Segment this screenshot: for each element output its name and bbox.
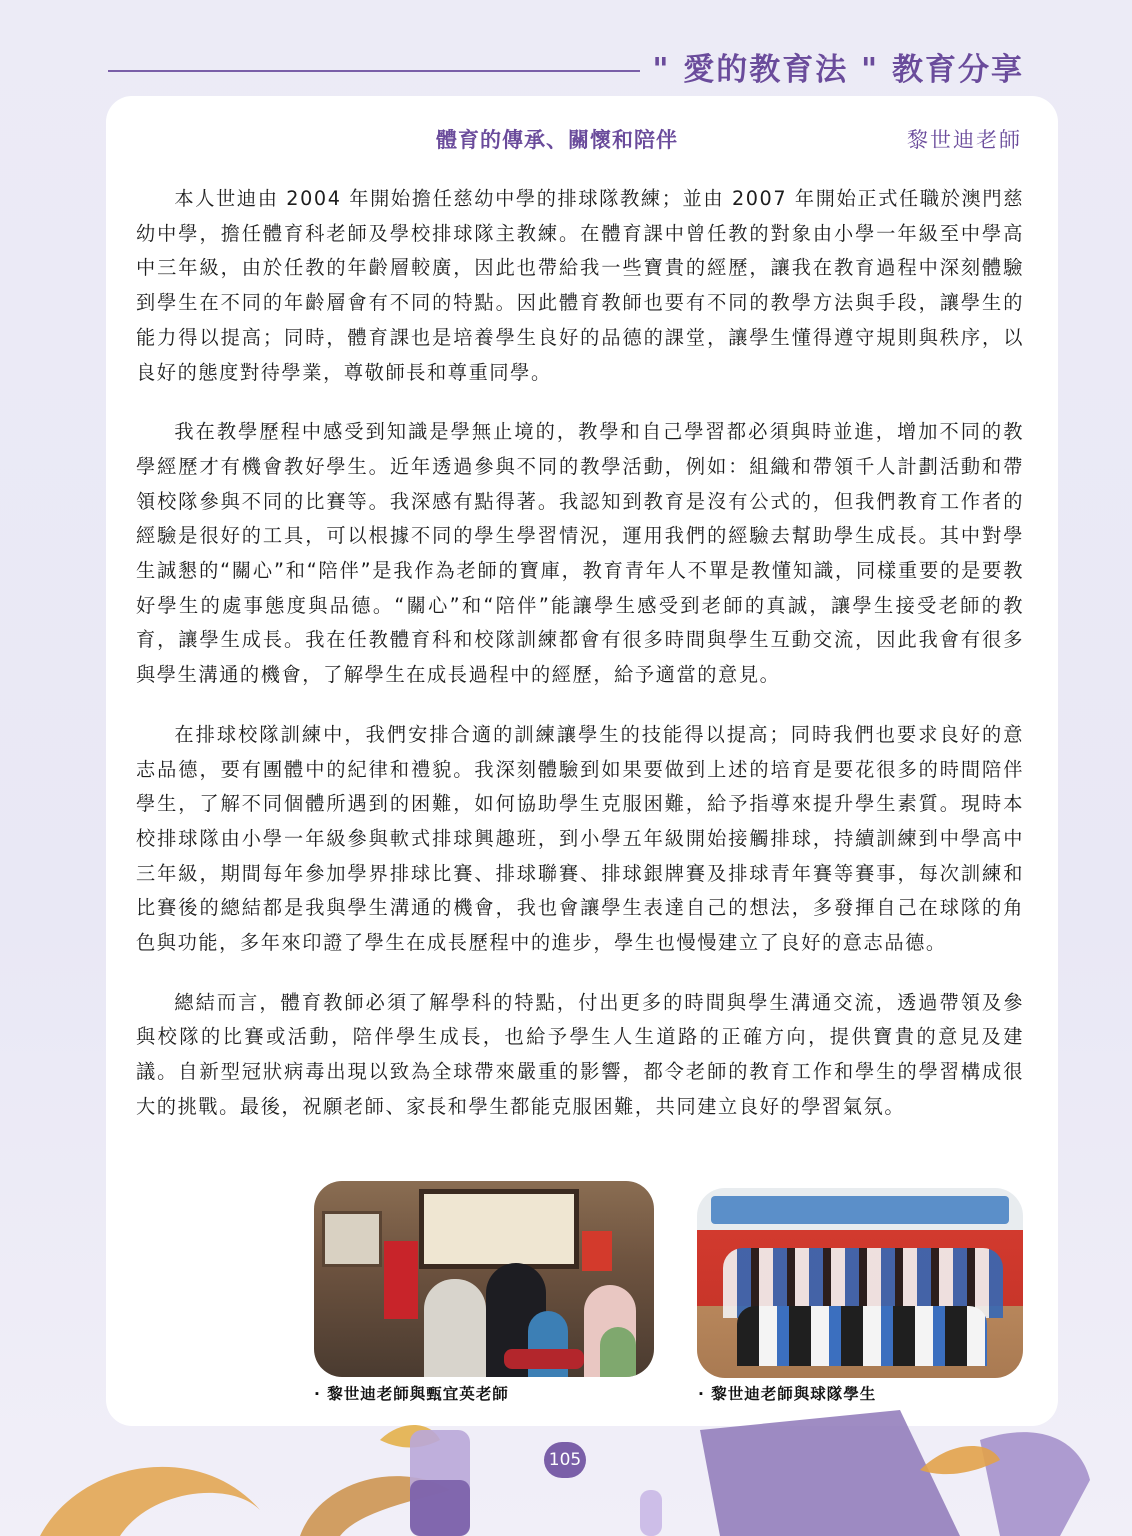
photo-caption: · 黎世迪老師與甄宜英老師 xyxy=(314,1385,509,1403)
paragraph: 在排球校隊訓練中，我們安排合適的訓練讓學生的技能得以提高；同時我們也要求良好的意志品德，要有團體中的紀律和禮貌。我深刻體驗到如果要做到上述的培育是要花很多的時間陪伴學生，了解不同個體所遇到的困難，如何協助學生克服困難，給予指導來提升學生素質。現時本校排球隊由小學一年級參與軟式排球興趣班，到小學五年級開始接觸排球，持續訓練到中學高中三年級，期間每年參加學界排球比賽、排球聯賽、排球銀牌賽及排球青年賽等賽事，每次訓練和比賽後的總結都是我與學生溝通的機會，我也會讓學生表達自己的想法，多發揮自己在球隊的角色與功能，多年來印證了學生在成長歷程中的進步，學生也慢慢建立了良好的意志品德。 xyxy=(136,722,1024,955)
person-elder xyxy=(424,1279,486,1377)
wall-calligraphy xyxy=(419,1189,579,1269)
paragraph: 總結而言，體育教師必須了解學科的特點，付出更多的時間與學生溝通交流，透過帶領及參與校隊的比賽或活動，陪伴學生成長，也給予學生人生道路的正確方向，提供寶貴的意見及建議。自新型冠狀病毒出現以致為全球帶來嚴重的影響，都令老師的教育工作和學生的學習構成很大的挑戰。最後，祝願老師、家長和學生都能克服困難，共同建立良好的學習氣氛。 xyxy=(136,990,1024,1118)
photo-caption: · 黎世迪老師與球隊學生 xyxy=(698,1385,877,1403)
person-toddler xyxy=(600,1327,636,1377)
photo-teachers xyxy=(314,1181,654,1377)
photo-volleyball-team xyxy=(697,1188,1023,1378)
test-tube-illustration xyxy=(640,1490,662,1536)
header-rule xyxy=(108,70,640,72)
wall-frame xyxy=(322,1211,382,1267)
leaf-illustration xyxy=(40,1467,260,1536)
ribbon-illustration xyxy=(980,1432,1090,1536)
wall-scroll xyxy=(384,1241,418,1319)
article-author: 黎世迪老師 xyxy=(907,128,1022,152)
paragraph: 我在教學歷程中感受到知識是學無止境的，教學和自己學習都必須與時並進，增加不同的教學經歷才有機會教好學生。近年透過參與不同的教學活動，例如：組織和帶領千人計劃活動和帶領校隊參與不同的比賽等。我深感有點得著。我認知到教育是沒有公式的，但我們教育工作者的經驗是很好的工具，可以根據不同的學生學習情況，運用我們的經驗去幫助學生成長。其中對學生誠懇的“關心”和“陪伴”是我作為老師的寶庫，教育青年人不單是教懂知識，同樣重要的是要教好學生的處事態度與品德。“關心”和“陪伴”能讓學生感受到老師的真誠，讓學生接受老師的教育，讓學生成長。我在任教體育科和校隊訓練都會有很多時間與學生互動交流，因此我會有很多與學生溝通的機會，了解學生在成長過程中的經歷，給予適當的意見。 xyxy=(136,420,1024,687)
table-items xyxy=(504,1349,584,1369)
article-title: 體育的傳承、關懷和陪伴 xyxy=(436,128,678,152)
page-number: 105 xyxy=(544,1442,586,1478)
team-front-row xyxy=(737,1306,987,1366)
article-body xyxy=(136,182,1024,1150)
book-illustration xyxy=(700,1410,960,1536)
red-decoration xyxy=(582,1231,612,1271)
paragraph: 本人世迪由 2004 年開始擔任慈幼中學的排球隊教練；並由 2007 年開始正式任職於澳門慈幼中學，擔任體育科老師及學校排球隊主教練。在體育課中曾任教的對象由小學一年級至中學高中三年級，由於任教的年齡層較廣，因此也帶給我一些寶貴的經歷，讓我在教育過程中深刻體驗到學生在不同的年齡層會有不同的特點。因此體育教師也要有不同的教學方法與手段，讓學生的能力得以提高；同時，體育課也是培養學生良好的品德的課堂，讓學生懂得遵守規則與秩序，以良好的態度對待學業，尊敬師長和尊重同學。 xyxy=(136,187,1024,384)
event-banner xyxy=(711,1196,1009,1224)
section-title: " 愛的教育法 " 教育分享 xyxy=(652,52,1024,88)
flask-liquid-illustration xyxy=(410,1480,470,1536)
